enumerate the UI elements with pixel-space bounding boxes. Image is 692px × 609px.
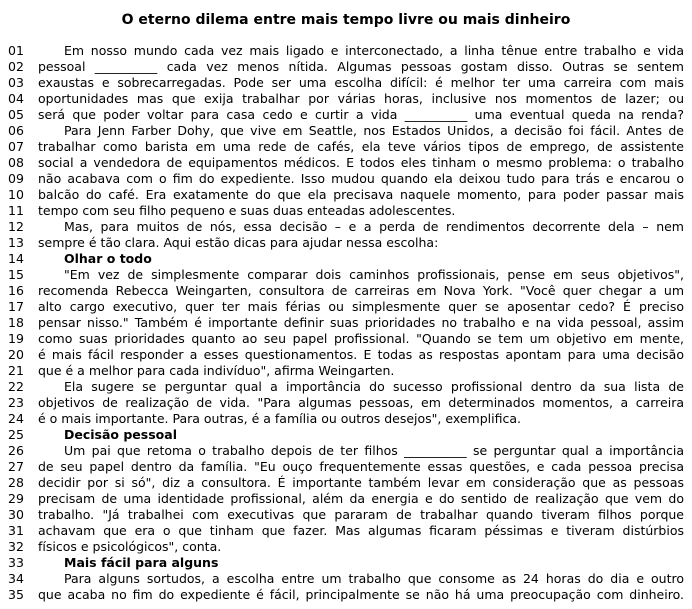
line-number: 14	[8, 251, 24, 266]
line-text: físicos e psicológicos", conta.	[38, 539, 222, 554]
line-number: 17	[8, 299, 24, 314]
line-text: oportunidades mas que exija trabalhar por várias horas, inclusive nos momentos de lazer; ou	[38, 91, 684, 106]
text-line-10	[8, 187, 684, 203]
line-number: 11	[8, 203, 24, 218]
line-text: recomenda Rebecca Weingarten, consultora de carreiras em Nova York. "Você quer chegar a um	[38, 283, 684, 298]
text-line-23	[8, 395, 684, 411]
line-text: Em nosso mundo cada vez mais ligado e interconectado, a linha tênue entre trabalho e vida	[64, 43, 684, 58]
line-text: Olhar o todo	[64, 251, 152, 266]
line-number: 24	[8, 411, 24, 426]
text-line-01	[8, 43, 684, 59]
text-line-03	[8, 75, 684, 91]
text-line-12	[8, 219, 684, 235]
text-line-13	[8, 235, 684, 251]
text-line-07	[8, 139, 684, 155]
line-number: 08	[8, 155, 24, 170]
text-line-06	[8, 123, 684, 139]
line-number: 19	[8, 331, 24, 346]
line-number: 16	[8, 283, 24, 298]
line-number: 35	[8, 587, 24, 602]
text-line-05	[8, 107, 684, 123]
line-text: como suas prioridades quanto ao seu papel profissional. "Quando se tem um objetivo em mente,	[38, 331, 684, 346]
line-number: 20	[8, 347, 24, 362]
line-text: decidir por si só", diz a consultora. É importante também levar em consideração que as pessoas	[38, 475, 684, 490]
text-line-18	[8, 315, 684, 331]
line-text: será que poder voltar para casa cedo e curtir a vida __________ uma eventual queda na renda?	[38, 107, 684, 122]
line-text: Mais fácil para alguns	[64, 555, 219, 570]
line-number: 21	[8, 363, 24, 378]
text-line-30	[8, 507, 684, 523]
line-number: 28	[8, 475, 24, 490]
text-line-27	[8, 459, 684, 475]
line-text: que é a melhor para cada indivíduo", afirma Weingarten.	[38, 363, 395, 378]
line-text: social a vendedora de equipamentos médicos. E todos eles tinham o mesmo problema: o trabalho	[38, 155, 684, 170]
line-number: 12	[8, 219, 24, 234]
line-number: 15	[8, 267, 24, 282]
line-number: 27	[8, 459, 24, 474]
line-number: 09	[8, 171, 24, 186]
document-title: O eterno dilema entre mais tempo livre ou mais dinheiro	[121, 12, 571, 28]
line-text: trabalho. "Já trabalhei com executivas que pararam de trabalhar quando tiveram filhos porque	[38, 507, 684, 522]
line-number: 07	[8, 139, 24, 154]
text-line-14	[8, 251, 684, 267]
line-number: 01	[8, 43, 24, 58]
line-text: balcão do café. Era exatamente do que ela precisava naquele momento, para poder passar mais	[38, 187, 684, 202]
line-text: que acaba no fim do expediente é fácil, principalmente se não há uma preocupação com dinheiro.	[38, 587, 684, 602]
line-number: 31	[8, 523, 24, 538]
line-number: 30	[8, 507, 24, 522]
line-number: 18	[8, 315, 24, 330]
line-text: Para Jenn Farber Dohy, que vive em Seattle, nos Estados Unidos, a decisão foi fácil. Antes de	[64, 123, 684, 138]
line-text: exaustas e sobrecarregadas. Pode ser uma escolha difícil: é melhor ter uma carreira com mais	[38, 75, 684, 90]
line-text: é mais fácil responder a esses questionamentos. E todas as respostas apontam para uma decisão	[38, 347, 684, 362]
line-number: 05	[8, 107, 24, 122]
text-line-31	[8, 523, 684, 539]
text-line-08	[8, 155, 684, 171]
line-text: objetivos de realização de vida. "Para algumas pessoas, em determinados momentos, a carreira	[38, 395, 684, 410]
line-text: sempre é tão clara. Aqui estão dicas para ajudar nessa escolha:	[38, 235, 439, 250]
line-text: Um pai que retoma o trabalho depois de ter filhos __________ se perguntar qual a importância	[64, 443, 684, 458]
text-line-29	[8, 491, 684, 507]
line-text: "Em vez de simplesmente comparar dois caminhos profissionais, pense em seus objetivos",	[64, 267, 684, 282]
line-number: 32	[8, 539, 24, 554]
text-line-28	[8, 475, 684, 491]
line-text: Mas, para muitos de nós, essa decisão – e a perda de rendimentos decorrente dela – nem	[64, 219, 684, 234]
line-number: 26	[8, 443, 24, 458]
text-line-16	[8, 283, 684, 299]
line-text: é o mais importante. Para outras, é a família ou outros desejos", exemplifica.	[38, 411, 521, 426]
text-line-21	[8, 363, 684, 379]
text-line-04	[8, 91, 684, 107]
text-line-17	[8, 299, 684, 315]
line-number: 34	[8, 571, 24, 586]
text-line-22	[8, 379, 684, 395]
text-line-20	[8, 347, 684, 363]
line-number: 22	[8, 379, 24, 394]
line-number: 03	[8, 75, 24, 90]
text-line-11	[8, 203, 684, 219]
text-line-26	[8, 443, 684, 459]
line-number: 13	[8, 235, 24, 250]
line-number: 29	[8, 491, 24, 506]
line-number: 04	[8, 91, 24, 106]
line-text: não acabava com o fim do expediente. Isso mudou quando ela deixou tudo para trás e encarou o	[38, 171, 684, 186]
text-line-35	[8, 587, 684, 603]
text-line-32	[8, 539, 684, 555]
text-body	[0, 43, 692, 603]
line-text: pensar nisso." Também é importante definir suas prioridades no trabalho e na vida pessoal, assim	[38, 315, 684, 330]
line-number: 33	[8, 555, 24, 570]
text-line-34	[8, 571, 684, 587]
line-text: de seu papel dentro da família. "Eu ouço frequentemente essas questões, e cada pessoa precisa	[38, 459, 684, 474]
line-text: tempo com seu filho pequeno e suas duas enteadas adolescentes.	[38, 203, 456, 218]
line-number: 25	[8, 427, 24, 442]
line-text: precisam de uma identidade profissional, além da energia e do sentido de realização que vem do	[38, 491, 684, 506]
text-line-02	[8, 59, 684, 75]
text-line-09	[8, 171, 684, 187]
line-text: trabalhar como barista em uma rede de cafés, ela teve vários tipos de emprego, de assistente	[38, 139, 684, 154]
text-line-15	[8, 267, 684, 283]
text-line-24	[8, 411, 684, 427]
text-line-19	[8, 331, 684, 347]
line-number: 06	[8, 123, 24, 138]
line-text: achavam que era o que tinham que fazer. Mas algumas ficaram péssimas e tiveram distúrbios	[38, 523, 684, 538]
line-text: pessoal __________ cada vez menos nítida. Algumas pessoas gostam disso. Outras se sentem	[38, 59, 684, 74]
text-line-25	[8, 427, 684, 443]
line-number: 02	[8, 59, 24, 74]
line-text: alto cargo executivo, quer ter mais férias ou simplesmente quer se aposentar cedo? É preciso	[38, 299, 684, 314]
line-text: Decisão pessoal	[64, 427, 177, 442]
line-number: 23	[8, 395, 24, 410]
line-text: Ela sugere se perguntar qual a importância do sucesso profissional dentro da sua lista de	[64, 379, 684, 394]
line-text: Para alguns sortudos, a escolha entre um trabalho que consome as 24 horas do dia e outro	[64, 571, 684, 586]
text-line-33	[8, 555, 684, 571]
line-number: 10	[8, 187, 24, 202]
